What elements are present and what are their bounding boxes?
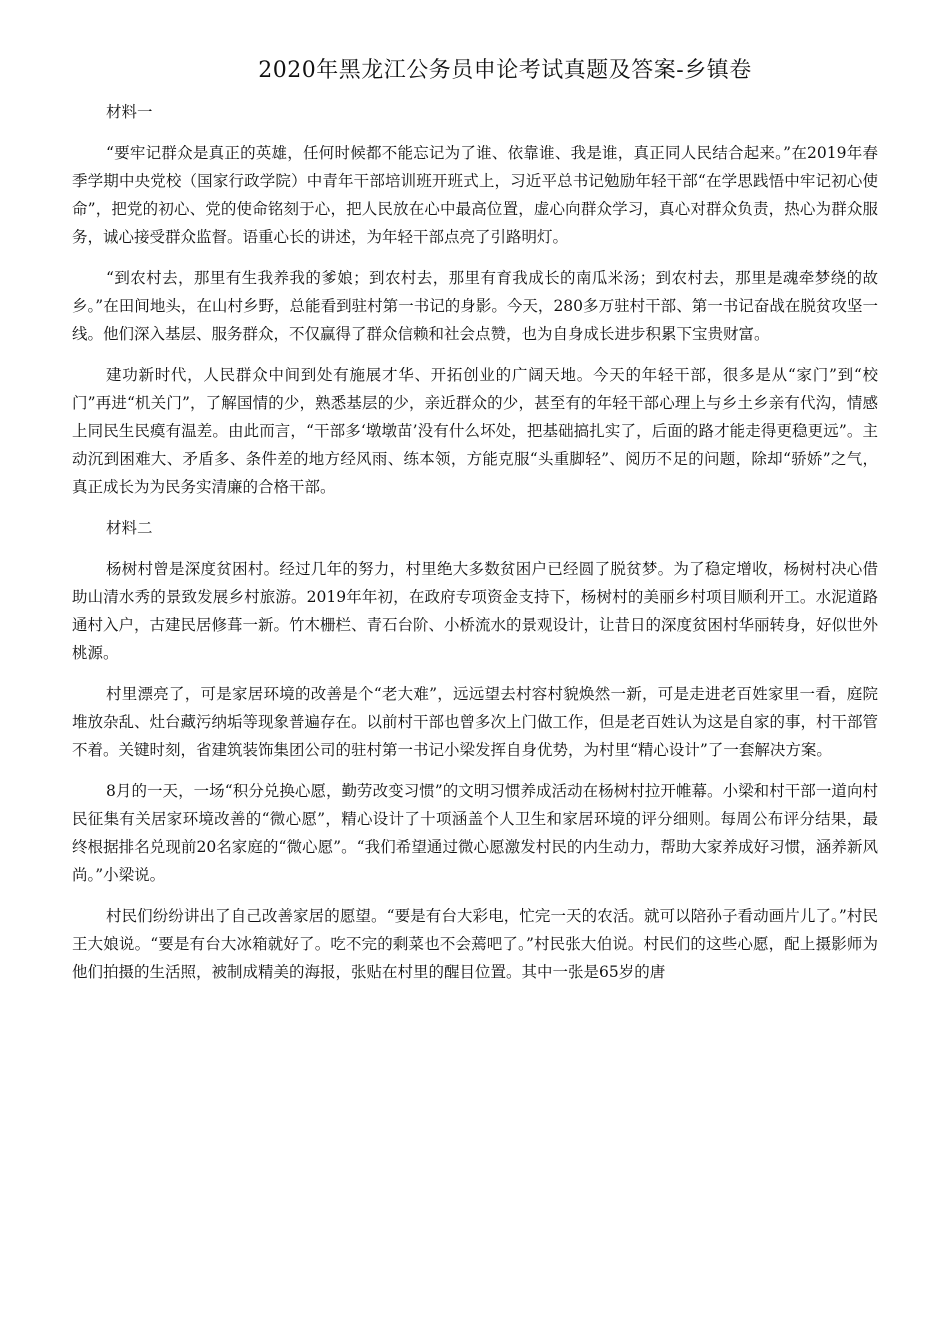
document-title: 2020年黑龙江公务员申论考试真题及答案-乡镇卷 (258, 58, 752, 83)
material-one-heading: 材料一 (106, 103, 153, 121)
paragraph: “要牢记群众是真正的英雄，任何时候都不能忘记为了谁、依靠谁、我是谁，真正同人民结合起来。”在2019年春季学期中央党校（国家行政学院）中青年干部培训班开班式上，习近平总书记勉励年轻干部“在学思践悟中牢记初心使命”，把党的初心、党的使命铭刻于心，把人民放在心中最高位置，虚心向群众学习，真心对群众负责，热心为群众服务，诚心接受群众监督。语重心长的讲述，为年轻干部点亮了引路明灯。 (72, 144, 878, 246)
material-two-heading: 材料二 (106, 519, 153, 537)
paragraph: 村民们纷纷讲出了自己改善家居的愿望。“要是有台大彩电，忙完一天的农活。就可以陪孙子看动画片儿了。”村民王大娘说。“要是有台大冰箱就好了。吃不完的剩菜也不会蔫吧了。”村民张大伯说。村民们的这些心愿，配上摄影师为他们拍摄的生活照，被制成精美的海报，张贴在村里的醒目位置。其中一张是65岁的唐 (72, 907, 878, 981)
paragraph: 建功新时代，人民群众中间到处有施展才华、开拓创业的广阔天地。今天的年轻干部，很多是从“家门”到“校门”再进“机关门”，了解国情的少，熟悉基层的少，亲近群众的少，甚至有的年轻干部心理上与乡土乡亲有代沟，情感上同民生民瘼有温差。由此而言，“干部多‘墩墩苗’没有什么坏处，把基础搞扎实了，后面的路才能走得更稳更远”。主动沉到困难大、矛盾多、条件差的地方经风雨、练本领，方能克服“头重脚轻”、阅历不足的问题，除却“骄娇”之气，真正成长为为民务实清廉的合格干部。 (72, 366, 878, 496)
paragraph: “到农村去，那里有生我养我的爹娘；到农村去，那里有育我成长的南瓜米汤；到农村去，那里是魂牵梦绕的故乡。”在田间地头，在山村乡野，总能看到驻村第一书记的身影。今天，280多万驻村干部、第一书记奋战在脱贫攻坚一线。他们深入基层、服务群众，不仅赢得了群众信赖和社会点赞，也为自身成长进步积累下宝贵财富。 (72, 269, 878, 343)
document-body (72, 98, 878, 999)
paragraph: 8月的一天，一场“积分兑换心愿，勤劳改变习惯”的文明习惯养成活动在杨树村拉开帷幕。小梁和村干部一道向村民征集有关居家环境改善的“微心愿”，精心设计了十项涵盖个人卫生和家居环境的评分细则。每周公布评分结果，最终根据排名兑现前20名家庭的“微心愿”。“我们希望通过微心愿激发村民的内生动力，帮助大家养成好习惯，涵养新风尚。”小梁说。 (72, 782, 878, 884)
paragraph: 杨树村曾是深度贫困村。经过几年的努力，村里绝大多数贫困户已经圆了脱贫梦。为了稳定增收，杨树村决心借助山清水秀的景致发展乡村旅游。2019年年初，在政府专项资金支持下，杨树村的美丽乡村项目顺利开工。水泥道路通村入户，古建民居修葺一新。竹木栅栏、青石台阶、小桥流水的景观设计，让昔日的深度贫困村华丽转身，好似世外桃源。 (72, 560, 879, 662)
paragraph: 村里漂亮了，可是家居环境的改善是个“老大难”，远远望去村容村貌焕然一新，可是走进老百姓家里一看，庭院堆放杂乱、灶台藏污纳垢等现象普遍存在。以前村干部也曾多次上门做工作，但是老百姓认为这是自家的事，村干部管不着。关键时刻，省建筑装饰集团公司的驻村第一书记小梁发挥自身优势，为村里“精心设计”了一套解决方案。 (72, 685, 879, 759)
